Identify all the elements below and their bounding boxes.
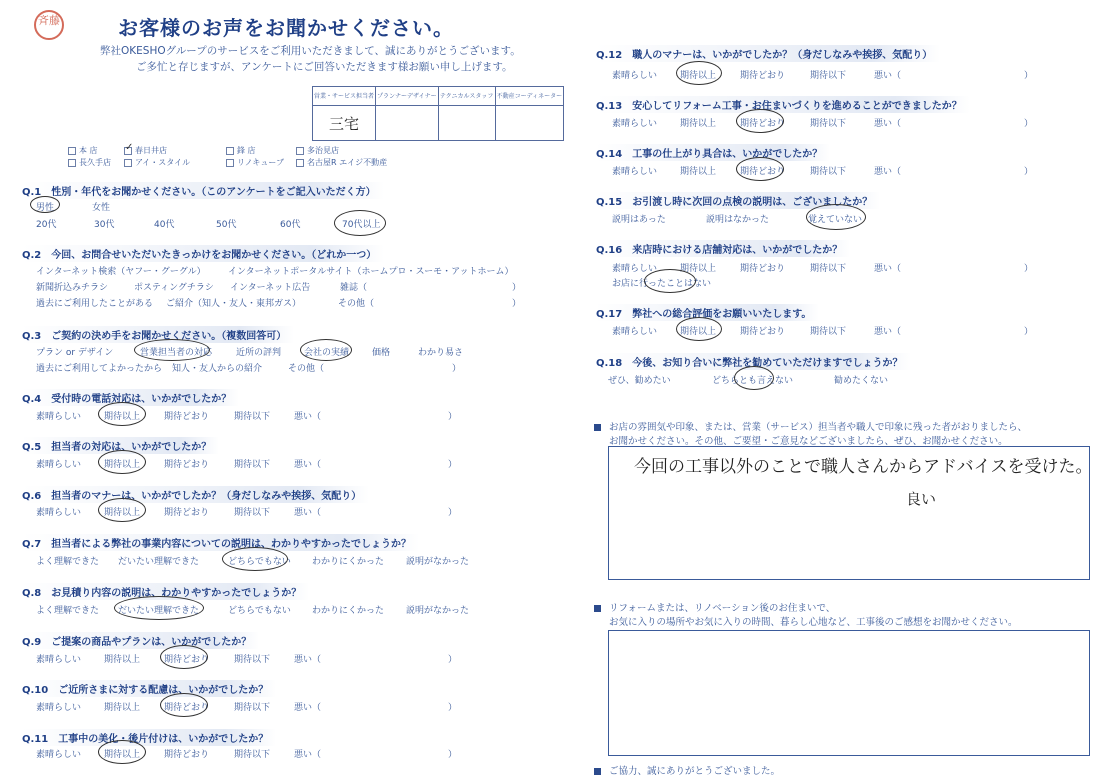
- option-male[interactable]: 男性: [36, 203, 55, 213]
- store-option[interactable]: アイ・スタイル: [124, 157, 190, 168]
- option[interactable]: よく理解できた: [36, 557, 100, 567]
- option[interactable]: 期待以上: [680, 264, 717, 274]
- option[interactable]: わかりにくかった: [312, 606, 385, 616]
- option[interactable]: 素晴らしい: [612, 264, 658, 274]
- option[interactable]: その他（: [338, 299, 375, 309]
- handwritten-comment: 今回の工事以外のことで職人さんからアドバイスを受けた。: [634, 457, 1093, 477]
- checkbox[interactable]: [296, 147, 304, 155]
- checkbox[interactable]: [68, 147, 76, 155]
- option[interactable]: 素晴らしい: [612, 167, 658, 177]
- option[interactable]: 期待以下: [810, 327, 847, 337]
- option-age[interactable]: 50代: [216, 220, 237, 230]
- question-title: Q.18 今後、お知り合いに弊社を勧めていただけますでしょうか？: [596, 353, 911, 370]
- option[interactable]: 説明がなかった: [406, 557, 470, 567]
- comment-prompt: お聞かせください。その他、ご要望・ご意見などございましたら、ぜひ、お聞かせください。: [609, 436, 1008, 447]
- intro-text: ご多忙と存じますが、アンケートにご回答いただきます様お願い申し上げます。: [136, 61, 513, 73]
- staff-header: 営業・サービス担当者: [313, 87, 376, 106]
- option[interactable]: ポスティングチラシ: [134, 283, 214, 293]
- option[interactable]: その他（: [288, 364, 325, 374]
- option[interactable]: 悪い（: [874, 327, 902, 337]
- question-title: Q.13 安心してリフォーム工事・お住まいづくりを進めることができましたか？: [596, 96, 970, 113]
- option[interactable]: ご紹介（知人・友人・東邦ガス）: [166, 299, 302, 309]
- question-title: Q.4 受付時の電話対応は、いかがでしたか？: [22, 389, 239, 406]
- option[interactable]: どちらでもない: [228, 606, 291, 616]
- option[interactable]: よく理解できた: [36, 606, 100, 616]
- option[interactable]: 期待以下: [234, 412, 271, 422]
- option[interactable]: 期待以上: [680, 167, 717, 177]
- option[interactable]: 悪い（: [294, 508, 322, 518]
- question-title: Q.5 担当者の対応は、いかがでしたか？: [22, 437, 219, 454]
- checkbox[interactable]: [68, 159, 76, 167]
- seal-stamp: 斉藤: [34, 10, 64, 40]
- option[interactable]: 期待以下: [234, 703, 271, 713]
- comment-prompt: リフォームまたは、リノベーション後のお住まいで、: [594, 600, 835, 614]
- store-option[interactable]: リノキューブ: [226, 157, 284, 168]
- option-age[interactable]: 70代以上: [342, 220, 381, 230]
- option[interactable]: 悪い（: [294, 703, 322, 713]
- option-age[interactable]: 60代: [280, 220, 301, 230]
- comment-box[interactable]: [608, 630, 1090, 756]
- option[interactable]: 期待どおり: [740, 327, 786, 337]
- option-age[interactable]: 20代: [36, 220, 57, 230]
- footer-thanks: ご協力、誠にありがとうございました。: [594, 763, 780, 777]
- option[interactable]: 雑誌（: [340, 283, 368, 293]
- option[interactable]: 会社の実績: [304, 348, 350, 358]
- staff-header: テクニカルスタッフ: [438, 87, 495, 106]
- option[interactable]: 素晴らしい: [36, 460, 82, 470]
- question-title: Q.3 ご契約の決め手をお聞かせください。（複数回答可）: [22, 326, 294, 343]
- option[interactable]: 期待以下: [810, 71, 847, 81]
- option[interactable]: 期待以下: [810, 167, 847, 177]
- option[interactable]: 過去にご利用したことがある: [36, 299, 154, 309]
- bullet-square-icon: [594, 605, 601, 612]
- option[interactable]: 説明がなかった: [406, 606, 470, 616]
- option-age[interactable]: 30代: [94, 220, 115, 230]
- staff-header: プランナーデザイナー: [376, 87, 439, 106]
- option[interactable]: 悪い（: [874, 71, 902, 81]
- option[interactable]: 近所の評判: [236, 348, 282, 358]
- option[interactable]: だいたい理解できた: [118, 557, 200, 567]
- option[interactable]: 素晴らしい: [36, 750, 82, 760]
- question-title: Q.15 お引渡し時に次回の点検の説明は、ございましたか？: [596, 192, 880, 209]
- staff-table: [312, 86, 564, 141]
- option[interactable]: 悪い（: [874, 119, 902, 129]
- question-title: Q.6 担当者のマナーは、いかがでしたか？（身だしなみや挨拶、気配り）: [22, 486, 369, 503]
- option[interactable]: 期待どおり: [740, 119, 786, 129]
- option[interactable]: わかり易さ: [418, 348, 464, 358]
- option[interactable]: 期待どおり: [740, 264, 786, 274]
- option[interactable]: 期待以上: [104, 460, 141, 470]
- question-title: Q.7 担当者による弊社の事業内容についての説明は、わかりやすかったでしょうか？: [22, 534, 419, 551]
- option[interactable]: 素晴らしい: [612, 71, 658, 81]
- option-age[interactable]: 40代: [154, 220, 175, 230]
- option[interactable]: 説明はなかった: [706, 215, 770, 225]
- option[interactable]: 悪い（: [874, 264, 902, 274]
- handwritten-comment: 良い: [906, 490, 937, 508]
- question-title: Q.1 性別・年代をお聞かせください。（このアンケートをご記入いただく方）: [22, 182, 384, 199]
- option[interactable]: 期待以上: [104, 412, 141, 422]
- checkbox[interactable]: [226, 159, 234, 167]
- option[interactable]: どちらとも言えない: [712, 376, 794, 386]
- option[interactable]: インターネットポータルサイト（ホームプロ・スーモ・アットホーム）: [228, 267, 514, 277]
- checkbox[interactable]: [124, 159, 132, 167]
- option[interactable]: 期待以下: [810, 119, 847, 129]
- option[interactable]: 期待以下: [810, 264, 847, 274]
- question-title: Q.14 工事の仕上がり具合は、いかがでしたか？: [596, 144, 830, 161]
- store-option[interactable]: ✓ 春日井店: [125, 141, 167, 155]
- option[interactable]: 期待以下: [234, 750, 271, 760]
- option[interactable]: お店に行ったことはない: [612, 279, 712, 289]
- checkbox[interactable]: [296, 159, 304, 167]
- checkbox[interactable]: [226, 147, 234, 155]
- option[interactable]: わかりにくかった: [312, 557, 385, 567]
- option[interactable]: 期待どおり: [740, 167, 786, 177]
- option[interactable]: ぜひ、勧めたい: [608, 376, 671, 386]
- option[interactable]: 営業担当者の対応: [140, 348, 213, 358]
- comment-prompt: お気に入りの場所やお気に入りの時間、暮らし心地など、工事後のご感想をお聞かせください。: [609, 617, 1018, 628]
- option[interactable]: プラン or デザイン: [36, 348, 114, 358]
- option[interactable]: 過去にご利用してよかったから: [36, 364, 163, 374]
- staff-name: 三宅: [313, 106, 376, 141]
- option[interactable]: 期待どおり: [164, 655, 210, 665]
- option[interactable]: 悪い（: [294, 460, 322, 470]
- option[interactable]: 期待どおり: [164, 508, 210, 518]
- option[interactable]: 期待以上: [680, 119, 717, 129]
- question-title: Q.16 来店時における店舗対応は、いかがでしたか？: [596, 240, 850, 257]
- staff-header: 不動産コーディネーター: [495, 87, 564, 106]
- comment-prompt: お店の雰囲気や印象、または、営業（サービス）担当者や職人で印象に残った者がおりましたら、: [594, 419, 1027, 433]
- store-option[interactable]: 鋒 店: [226, 145, 256, 156]
- question-title: Q.9 ご提案の商品やプランは、いかがでしたか？: [22, 632, 259, 649]
- option[interactable]: 期待以下: [234, 655, 271, 665]
- option[interactable]: 素晴らしい: [36, 655, 82, 665]
- option[interactable]: 悪い（: [294, 412, 322, 422]
- option[interactable]: 説明はあった: [612, 215, 666, 225]
- store-option[interactable]: 名古屋R エイジ不動産: [296, 157, 387, 168]
- option[interactable]: 価格: [372, 348, 391, 358]
- option[interactable]: 素晴らしい: [612, 327, 658, 337]
- option[interactable]: 期待以下: [234, 460, 271, 470]
- option[interactable]: インターネット検索（ヤフー・グーグル）: [36, 267, 206, 277]
- option[interactable]: 素晴らしい: [612, 119, 658, 129]
- question-title: Q.17 弊社への総合評価をお願いいたします。: [596, 304, 819, 321]
- question-title: Q.11 工事中の美化・後片付けは、いかがでしたか？: [22, 729, 276, 746]
- store-option[interactable]: 本 店: [68, 145, 98, 156]
- store-option[interactable]: 長久手店: [68, 157, 111, 168]
- question-title: Q.10 ご近所さまに対する配慮は、いかがでしたか？: [22, 680, 276, 697]
- option[interactable]: 期待どおり: [740, 71, 786, 81]
- option[interactable]: 期待以上: [104, 703, 141, 713]
- option[interactable]: 悪い（: [294, 750, 322, 760]
- option[interactable]: 新聞折込みチラシ: [36, 283, 109, 293]
- option[interactable]: 期待以上: [104, 508, 141, 518]
- checkbox[interactable]: [124, 141, 134, 155]
- option[interactable]: インターネット広告: [230, 283, 311, 293]
- option[interactable]: 期待どおり: [164, 412, 210, 422]
- option[interactable]: 素晴らしい: [36, 412, 82, 422]
- intro-text: 弊社OKESHOグループのサービスをご利用いただきまして、誠にありがとうございます。: [100, 45, 521, 57]
- question-title: Q.8 お見積り内容の説明は、わかりやすかったでしょうか？: [22, 583, 309, 600]
- bullet-square-icon: [594, 768, 601, 775]
- checkmark-icon: ✓: [125, 141, 134, 153]
- option[interactable]: 期待どおり: [164, 703, 210, 713]
- option-female[interactable]: 女性: [92, 203, 111, 213]
- option[interactable]: どちらでもない: [228, 557, 291, 567]
- option[interactable]: だいたい理解できた: [118, 606, 200, 616]
- option[interactable]: 知人・友人からの紹介: [172, 364, 263, 374]
- option[interactable]: 期待以上: [104, 750, 141, 760]
- bullet-square-icon: [594, 424, 601, 431]
- question-title: Q.12 職人のマナーは、いかがでしたか？（身だしなみや挨拶、気配り）: [596, 45, 940, 62]
- option[interactable]: 期待以上: [680, 327, 717, 337]
- option[interactable]: 素晴らしい: [36, 508, 82, 518]
- option[interactable]: 勧めたくない: [834, 376, 889, 386]
- option[interactable]: 悪い（: [294, 655, 322, 665]
- option[interactable]: 期待以下: [234, 508, 271, 518]
- option[interactable]: 期待どおり: [164, 460, 210, 470]
- option[interactable]: 悪い（: [874, 167, 902, 177]
- question-title: Q.2 今回、お問合せいただいたきっかけをお聞かせください。（どれか一つ）: [22, 245, 384, 262]
- option[interactable]: 素晴らしい: [36, 703, 82, 713]
- option[interactable]: 期待以上: [104, 655, 141, 665]
- store-option[interactable]: 多治見店: [296, 145, 339, 156]
- option[interactable]: 覚えていない: [808, 215, 863, 225]
- page-title: お客様のお声をお聞かせください。: [118, 16, 454, 40]
- option[interactable]: 期待以上: [680, 71, 717, 81]
- option[interactable]: 期待どおり: [164, 750, 210, 760]
